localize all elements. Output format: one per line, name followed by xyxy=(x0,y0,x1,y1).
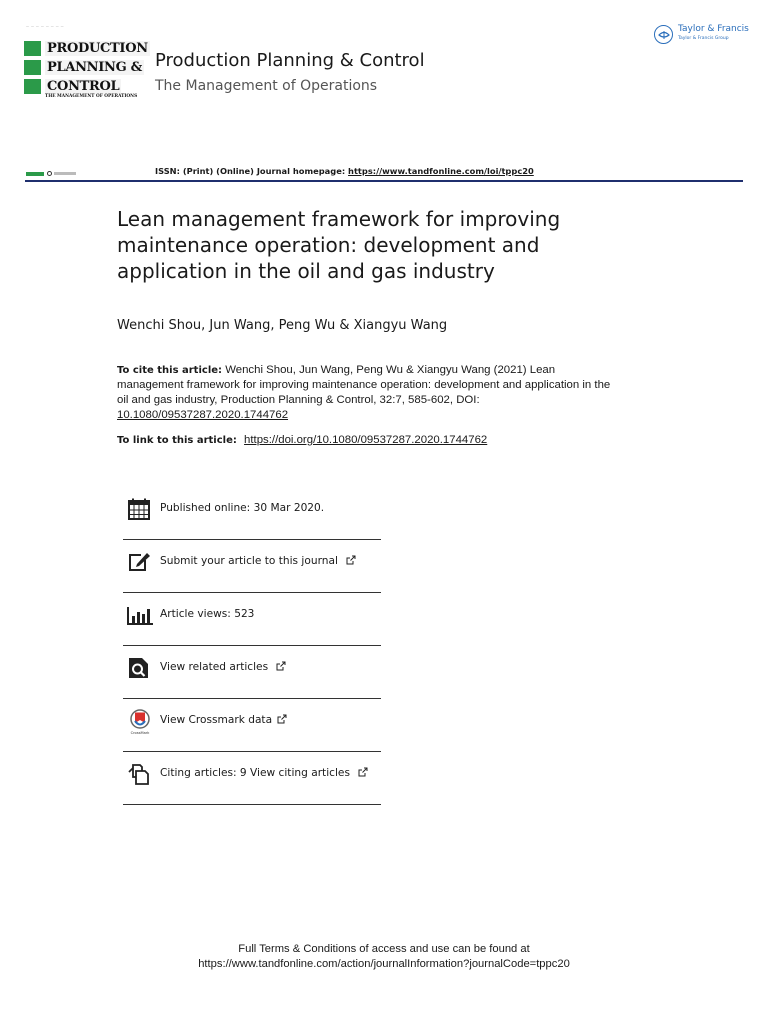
calendar-icon xyxy=(127,497,151,521)
cite-doi-link[interactable]: 10.1080/09537287.2020.1744762 xyxy=(117,409,289,421)
article-authors: Wenchi Shou, Jun Wang, Peng Wu & Xiangyu Wang xyxy=(117,318,448,333)
footer-terms-link[interactable]: https://www.tandfonline.com/action/journalInformation?journalCode=tppc20 xyxy=(198,958,570,970)
article-link-block xyxy=(117,434,617,446)
list-item-citing[interactable] xyxy=(123,752,381,805)
list-item-views xyxy=(123,593,381,646)
cite-label: To cite this article: xyxy=(117,365,223,376)
list-item-published xyxy=(123,487,381,540)
article-views-label: Article views: 523 xyxy=(160,608,255,620)
cover-green-bar xyxy=(24,79,41,94)
related-articles-link[interactable] xyxy=(160,661,286,673)
header-rule xyxy=(25,180,743,182)
journal-cover-logo xyxy=(24,22,148,104)
crossmark-icon-caption: CrossMark xyxy=(130,731,150,735)
crossmark-icon xyxy=(127,709,151,733)
external-link-icon xyxy=(277,714,287,724)
crossmark-label: View Crossmark data xyxy=(160,714,273,726)
external-link-icon xyxy=(358,767,368,777)
article-title: Lean management framework for improving maintenance operation: development and application in the oil and gas industry xyxy=(117,207,561,283)
cover-word-2: PLANNING & xyxy=(47,59,143,75)
cite-text: Wenchi Shou, Jun Wang, Peng Wu & Xiangyu Wang (2021) Lean management framework for improving maintenance operation: development and application in the oil and gas industry, Production Planning & Control, 32:7, 585-602, DOI: xyxy=(117,364,611,406)
cover-word-1: PRODUCTION xyxy=(47,40,148,56)
external-link-icon xyxy=(276,661,286,671)
search-document-icon xyxy=(127,656,151,680)
list-item-related[interactable] xyxy=(123,646,381,699)
cover-word-3: CONTROL xyxy=(47,78,120,94)
journal-title: Production Planning & Control xyxy=(155,50,425,71)
edit-icon xyxy=(127,550,151,574)
mini-journal-logo xyxy=(26,171,78,177)
journal-homepage-link[interactable]: https://www.tandfonline.com/loi/tppc20 xyxy=(348,166,534,176)
journal-subtitle: The Management of Operations xyxy=(155,78,378,94)
link-label: To link to this article: xyxy=(117,435,237,446)
publisher-logo[interactable] xyxy=(654,23,754,47)
publisher-logo-icon xyxy=(654,25,673,44)
citing-articles-link[interactable] xyxy=(160,767,368,779)
submit-article-link[interactable] xyxy=(160,555,356,567)
cover-green-bar xyxy=(24,41,41,56)
publisher-name: Taylor & Francis xyxy=(678,24,749,34)
cover-subtitle: THE MANAGEMENT OF OPERATIONS xyxy=(45,94,138,99)
footer-terms xyxy=(0,942,768,972)
submit-article-label: Submit your article to this journal xyxy=(160,555,338,567)
bar-chart-icon xyxy=(127,603,151,627)
related-articles-label: View related articles xyxy=(160,661,269,673)
cover-top-text: — — — — — — — — xyxy=(26,24,65,28)
citing-articles-label: Citing articles: 9 View citing articles xyxy=(160,767,350,779)
citation-block xyxy=(117,363,617,423)
footer-line-1: Full Terms & Conditions of access and use can be found at xyxy=(238,943,530,955)
article-info-list xyxy=(123,487,381,805)
crossmark-link[interactable] xyxy=(160,714,287,726)
external-link-icon xyxy=(346,555,356,565)
publisher-group: Taylor & Francis Group xyxy=(678,36,729,41)
list-item-crossmark[interactable] xyxy=(123,699,381,752)
citing-articles-icon xyxy=(127,762,151,786)
issn-line xyxy=(155,166,534,176)
list-item-submit[interactable] xyxy=(123,540,381,593)
issn-prefix: ISSN: (Print) (Online) Journal homepage: xyxy=(155,166,349,176)
published-label: Published online: 30 Mar 2020. xyxy=(160,502,325,514)
cover-green-bar xyxy=(24,60,41,75)
article-doi-link[interactable]: https://doi.org/10.1080/09537287.2020.1744762 xyxy=(244,434,488,446)
